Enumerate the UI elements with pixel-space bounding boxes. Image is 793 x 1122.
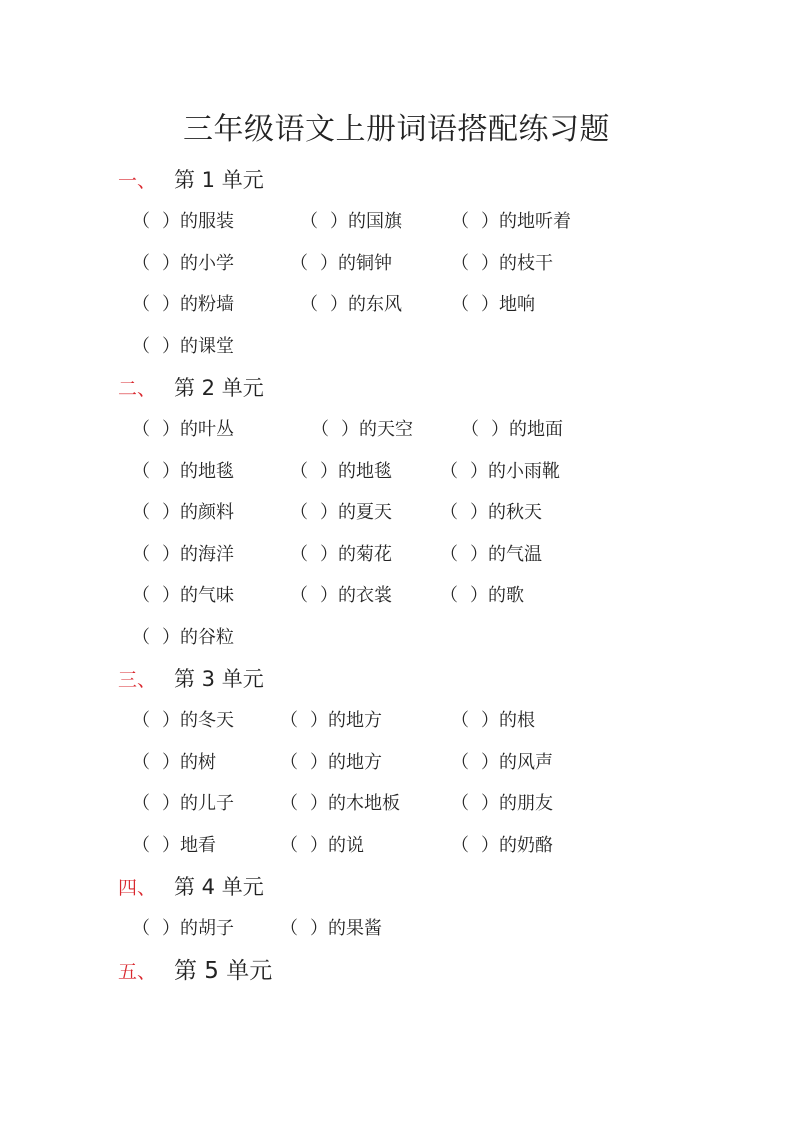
open-paren: （: [311, 419, 329, 440]
open-paren: （: [280, 710, 298, 731]
fill-blank-item: [284, 249, 392, 279]
close-paren: ）: [162, 419, 180, 440]
section-number: 三、: [118, 669, 157, 691]
open-paren: （: [290, 502, 308, 523]
close-paren: ）: [481, 710, 499, 731]
close-paren: ）: [481, 253, 499, 274]
answer-blank[interactable]: [445, 748, 499, 778]
open-paren: （: [440, 461, 458, 482]
close-paren: ）: [162, 211, 180, 232]
fill-blank-item: [126, 457, 234, 487]
answer-blank[interactable]: [294, 207, 348, 237]
answer-blank[interactable]: [126, 457, 180, 487]
section-number: 一、: [118, 170, 157, 192]
open-paren: （: [132, 419, 150, 440]
phrase-text: 的天空: [359, 419, 413, 440]
answer-blank[interactable]: [274, 831, 328, 861]
open-paren: （: [132, 752, 150, 773]
exercise-row: [0, 581, 793, 611]
answer-blank[interactable]: [284, 457, 338, 487]
exercise-row: [0, 914, 793, 944]
answer-blank[interactable]: [445, 249, 499, 279]
answer-blank[interactable]: [126, 415, 180, 445]
open-paren: （: [300, 211, 318, 232]
close-paren: ）: [470, 502, 488, 523]
section-number: 四、: [118, 877, 157, 899]
fill-blank-item: [284, 457, 392, 487]
close-paren: ）: [162, 835, 180, 856]
open-paren: （: [451, 211, 469, 232]
phrase-text: 地看: [180, 835, 216, 856]
open-paren: （: [451, 253, 469, 274]
fill-blank-item: [305, 415, 413, 445]
fill-blank-item: [274, 706, 382, 736]
exercise-row: [0, 457, 793, 487]
close-paren: ）: [162, 294, 180, 315]
answer-blank[interactable]: [434, 498, 488, 528]
answer-blank[interactable]: [126, 706, 180, 736]
section-title: 第 1 单元: [174, 168, 264, 192]
section-title: 第 3 单元: [174, 667, 264, 691]
answer-blank[interactable]: [274, 706, 328, 736]
answer-blank[interactable]: [284, 540, 338, 570]
answer-blank[interactable]: [294, 290, 348, 320]
fill-blank-item: [434, 540, 542, 570]
close-paren: ）: [470, 461, 488, 482]
exercise-row: [0, 540, 793, 570]
open-paren: （: [290, 461, 308, 482]
close-paren: ）: [162, 752, 180, 773]
close-paren: ）: [162, 710, 180, 731]
open-paren: （: [440, 544, 458, 565]
fill-blank-item: [445, 748, 553, 778]
close-paren: ）: [341, 419, 359, 440]
page-title: 三年级语文上册词语搭配练习题: [183, 112, 610, 147]
exercise-row: [0, 415, 793, 445]
phrase-text: 的奶酪: [499, 835, 553, 856]
close-paren: ）: [470, 585, 488, 606]
open-paren: （: [451, 752, 469, 773]
answer-blank[interactable]: [126, 623, 180, 653]
fill-blank-item: [126, 706, 234, 736]
fill-blank-item: [445, 249, 553, 279]
phrase-text: 的地方: [328, 710, 382, 731]
phrase-text: 的木地板: [328, 793, 400, 814]
exercise-row: [0, 290, 793, 320]
phrase-text: 的夏天: [338, 502, 392, 523]
close-paren: ）: [162, 544, 180, 565]
open-paren: （: [461, 419, 479, 440]
close-paren: ）: [310, 752, 328, 773]
close-paren: ）: [481, 211, 499, 232]
phrase-text: 的风声: [499, 752, 553, 773]
phrase-text: 的枝干: [499, 253, 553, 274]
answer-blank[interactable]: [434, 457, 488, 487]
answer-blank[interactable]: [274, 789, 328, 819]
phrase-text: 的地听着: [499, 211, 571, 232]
fill-blank-item: [434, 581, 524, 611]
fill-blank-item: [294, 207, 402, 237]
fill-blank-item: [126, 914, 234, 944]
phrase-text: 的菊花: [338, 544, 392, 565]
phrase-text: 的地方: [328, 752, 382, 773]
close-paren: ）: [162, 793, 180, 814]
answer-blank[interactable]: [126, 207, 180, 237]
phrase-text: 的冬天: [180, 710, 234, 731]
fill-blank-item: [126, 831, 216, 861]
phrase-text: 的地毯: [180, 461, 234, 482]
close-paren: ）: [491, 419, 509, 440]
open-paren: （: [451, 710, 469, 731]
answer-blank[interactable]: [284, 249, 338, 279]
answer-blank[interactable]: [126, 748, 180, 778]
fill-blank-item: [284, 540, 392, 570]
answer-blank[interactable]: [126, 290, 180, 320]
fill-blank-item: [126, 540, 234, 570]
open-paren: （: [132, 793, 150, 814]
fill-blank-item: [284, 581, 392, 611]
fill-blank-item: [126, 290, 234, 320]
open-paren: （: [132, 502, 150, 523]
answer-blank[interactable]: [445, 831, 499, 861]
close-paren: ）: [470, 544, 488, 565]
open-paren: （: [451, 835, 469, 856]
open-paren: （: [132, 336, 150, 357]
open-paren: （: [440, 585, 458, 606]
open-paren: （: [280, 835, 298, 856]
phrase-text: 的小学: [180, 253, 234, 274]
phrase-text: 的果酱: [328, 918, 382, 939]
answer-blank[interactable]: [455, 415, 509, 445]
answer-blank[interactable]: [284, 581, 338, 611]
phrase-text: 的歌: [488, 585, 524, 606]
fill-blank-item: [126, 623, 234, 653]
open-paren: （: [132, 544, 150, 565]
phrase-text: 的铜钟: [338, 253, 392, 274]
open-paren: （: [132, 918, 150, 939]
answer-blank[interactable]: [126, 498, 180, 528]
fill-blank-item: [274, 789, 400, 819]
close-paren: ）: [481, 793, 499, 814]
open-paren: （: [132, 710, 150, 731]
phrase-text: 的谷粒: [180, 627, 234, 648]
phrase-text: 地响: [499, 294, 535, 315]
phrase-text: 的气温: [488, 544, 542, 565]
answer-blank[interactable]: [126, 914, 180, 944]
phrase-text: 的儿子: [180, 793, 234, 814]
phrase-text: 的秋天: [488, 502, 542, 523]
fill-blank-item: [445, 290, 535, 320]
phrase-text: 的树: [180, 752, 216, 773]
exercise-row: [0, 831, 793, 861]
phrase-text: 的说: [328, 835, 364, 856]
open-paren: （: [132, 461, 150, 482]
answer-blank[interactable]: [126, 249, 180, 279]
answer-blank[interactable]: [445, 290, 499, 320]
fill-blank-item: [274, 748, 382, 778]
open-paren: （: [132, 585, 150, 606]
close-paren: ）: [162, 627, 180, 648]
section-heading: [118, 956, 272, 986]
section-title: 第 5 单元: [174, 958, 273, 984]
open-paren: （: [451, 793, 469, 814]
fill-blank-item: [126, 332, 234, 362]
phrase-text: 的海洋: [180, 544, 234, 565]
fill-blank-item: [126, 249, 234, 279]
exercise-row: [0, 498, 793, 528]
close-paren: ）: [320, 544, 338, 565]
fill-blank-item: [126, 581, 234, 611]
section-heading: [118, 664, 264, 694]
answer-blank[interactable]: [126, 540, 180, 570]
phrase-text: 的颜料: [180, 502, 234, 523]
fill-blank-item: [445, 706, 535, 736]
phrase-text: 的胡子: [180, 918, 234, 939]
phrase-text: 的叶丛: [180, 419, 234, 440]
exercise-row: [0, 332, 793, 362]
fill-blank-item: [126, 415, 234, 445]
fill-blank-item: [445, 207, 571, 237]
close-paren: ）: [320, 253, 338, 274]
open-paren: （: [280, 918, 298, 939]
section-title: 第 4 单元: [174, 875, 264, 899]
answer-blank[interactable]: [274, 914, 328, 944]
answer-blank[interactable]: [126, 789, 180, 819]
answer-blank[interactable]: [126, 332, 180, 362]
fill-blank-item: [126, 789, 234, 819]
exercise-row: [0, 706, 793, 736]
close-paren: ）: [320, 585, 338, 606]
close-paren: ）: [330, 211, 348, 232]
phrase-text: 的粉墙: [180, 294, 234, 315]
close-paren: ）: [310, 793, 328, 814]
phrase-text: 的衣裳: [338, 585, 392, 606]
fill-blank-item: [294, 290, 402, 320]
open-paren: （: [280, 793, 298, 814]
exercise-row: [0, 623, 793, 653]
open-paren: （: [300, 294, 318, 315]
phrase-text: 的朋友: [499, 793, 553, 814]
open-paren: （: [290, 253, 308, 274]
close-paren: ）: [162, 585, 180, 606]
phrase-text: 的国旗: [348, 211, 402, 232]
fill-blank-item: [284, 498, 392, 528]
fill-blank-item: [445, 831, 553, 861]
fill-blank-item: [126, 207, 234, 237]
phrase-text: 的课堂: [180, 336, 234, 357]
close-paren: ）: [481, 752, 499, 773]
phrase-text: 的气味: [180, 585, 234, 606]
answer-blank[interactable]: [445, 789, 499, 819]
close-paren: ）: [162, 502, 180, 523]
answer-blank[interactable]: [126, 581, 180, 611]
close-paren: ）: [310, 918, 328, 939]
section-heading: [118, 373, 264, 403]
fill-blank-item: [455, 415, 563, 445]
exercise-row: [0, 207, 793, 237]
answer-blank[interactable]: [445, 706, 499, 736]
section-heading: [118, 872, 264, 902]
open-paren: （: [280, 752, 298, 773]
fill-blank-item: [445, 789, 553, 819]
phrase-text: 的地毯: [338, 461, 392, 482]
answer-blank[interactable]: [305, 415, 359, 445]
open-paren: （: [290, 585, 308, 606]
phrase-text: 的小雨靴: [488, 461, 560, 482]
section-number: 二、: [118, 378, 157, 400]
close-paren: ）: [162, 461, 180, 482]
phrase-text: 的根: [499, 710, 535, 731]
close-paren: ）: [310, 710, 328, 731]
close-paren: ）: [310, 835, 328, 856]
phrase-text: 的地面: [509, 419, 563, 440]
open-paren: （: [451, 294, 469, 315]
open-paren: （: [132, 835, 150, 856]
fill-blank-item: [274, 831, 364, 861]
answer-blank[interactable]: [126, 831, 180, 861]
fill-blank-item: [126, 498, 234, 528]
section-number: 五、: [118, 961, 157, 983]
exercise-row: [0, 249, 793, 279]
open-paren: （: [132, 211, 150, 232]
open-paren: （: [290, 544, 308, 565]
fill-blank-item: [126, 748, 216, 778]
section-title: 第 2 单元: [174, 376, 264, 400]
close-paren: ）: [481, 294, 499, 315]
answer-blank[interactable]: [284, 498, 338, 528]
answer-blank[interactable]: [434, 540, 488, 570]
phrase-text: 的服装: [180, 211, 234, 232]
exercise-row: [0, 789, 793, 819]
fill-blank-item: [434, 457, 560, 487]
answer-blank[interactable]: [274, 748, 328, 778]
close-paren: ）: [162, 336, 180, 357]
section-heading: [118, 165, 264, 195]
phrase-text: 的东风: [348, 294, 402, 315]
close-paren: ）: [330, 294, 348, 315]
close-paren: ）: [320, 461, 338, 482]
fill-blank-item: [434, 498, 542, 528]
open-paren: （: [132, 253, 150, 274]
answer-blank[interactable]: [445, 207, 499, 237]
open-paren: （: [132, 294, 150, 315]
open-paren: （: [440, 502, 458, 523]
close-paren: ）: [481, 835, 499, 856]
close-paren: ）: [320, 502, 338, 523]
open-paren: （: [132, 627, 150, 648]
fill-blank-item: [274, 914, 382, 944]
answer-blank[interactable]: [434, 581, 488, 611]
exercise-row: [0, 748, 793, 778]
close-paren: ）: [162, 253, 180, 274]
close-paren: ）: [162, 918, 180, 939]
